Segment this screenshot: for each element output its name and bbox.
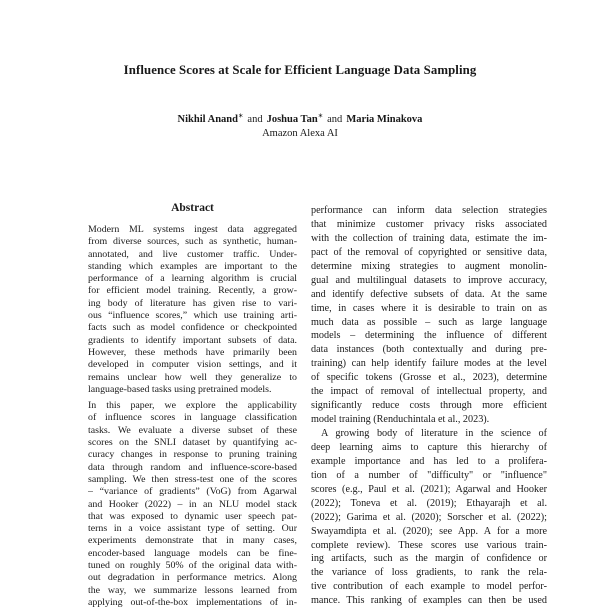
text-line: ing body of literature has given rise to vari- <box>88 297 297 309</box>
author-2-name: Joshua Tan <box>266 114 318 125</box>
text-line: gual and multilingual datasets to improve accuracy, <box>311 274 547 286</box>
text-line: standing which examples are important to the <box>88 260 297 272</box>
text-line: performance can inform data selection strategies <box>311 205 547 216</box>
text-line: and identify defective subsets of data. At the same <box>311 288 547 300</box>
text-line: sampling. We then stress-test one of the scores <box>88 473 297 485</box>
author-3-name: Maria Minakova <box>346 114 423 125</box>
text-line: Modern ML systems ingest data aggregated <box>88 224 297 235</box>
text-line: curacy changes in response to pruning training <box>88 449 297 461</box>
author-2 <box>267 114 324 125</box>
paragraph <box>311 204 547 427</box>
text-line: example importance and has led to a prolifera- <box>311 455 547 467</box>
text-line: of specific tokens (Grosse et al., 2023), determine <box>311 372 547 384</box>
text-line: the way, we summarize lessons learned from <box>88 584 297 596</box>
text-line: remains unclear how well they generalize to <box>88 371 297 383</box>
text-line: In this paper, we explore the applicability <box>88 400 297 412</box>
abstract-heading: Abstract <box>171 202 214 214</box>
right-column <box>311 204 547 608</box>
text-line: out degradation in performance metrics. Along <box>88 572 297 584</box>
text-line: training) can help identify failure modes at the level <box>311 358 547 370</box>
text-line: and Hooker (2022) – in an NLU model stack <box>88 498 297 510</box>
text-line: However, these methods have primarily been <box>88 346 297 358</box>
text-line: for efficient model training. Recently, a grow- <box>88 285 297 297</box>
text-line: with the collection of training data, estimate the im- <box>311 232 547 244</box>
author-separator: and <box>327 114 343 125</box>
text-line: developed in computer vision settings, and it <box>88 359 297 371</box>
text-line: much data as possible – such as large language <box>311 316 547 328</box>
text-line: scores (e.g., Paul et al. (2021); Agarwal and Hooker <box>311 483 547 495</box>
text-line: terns in a voice assistant type of setting. Our <box>88 523 297 535</box>
author-1 <box>178 114 244 125</box>
text-line: from diverse sources, such as synthetic, human- <box>88 236 297 248</box>
author-line <box>0 114 600 125</box>
text-line: of influence scores in language classification <box>88 412 297 424</box>
text-line: gradients to identify important subsets of data. <box>88 334 297 346</box>
text-line: annotated, and live customer traffic. Under- <box>88 248 297 260</box>
text-line: language-based tasks using pretrained models. <box>88 383 272 395</box>
text-line: applying out-of-the-box implementations of in- <box>88 596 297 608</box>
text-line: scores on the SNLI dataset by quantifying ac- <box>88 437 297 449</box>
author-1-name: Nikhil Anand <box>177 114 238 125</box>
text-line: time, in cases where it is desirable to train on as <box>311 302 547 314</box>
text-line: data through random and influence-score-based <box>88 461 297 473</box>
text-line: facts such as model confidence or checkpointed <box>88 322 297 334</box>
text-line: ing artifacts, such as the margin of confidence or <box>311 553 547 565</box>
text-line: performance of a learning algorithm is crucial <box>88 273 297 285</box>
text-line: models – determining the influence of different <box>311 330 547 342</box>
author-1-mark: ∗ <box>237 112 244 120</box>
text-line: tive contribution of each example to model perfor- <box>311 581 547 593</box>
paragraph <box>88 224 297 396</box>
text-line: tion of a number of "difficulty" or "influence" <box>311 469 547 481</box>
text-line: – “variance of gradients” (VoG) from Agarwal <box>88 486 297 498</box>
paragraph <box>311 427 547 608</box>
text-line: (2022); Toneva et al. (2019); Ethayarajh et al. <box>311 497 547 509</box>
text-line: pact of the removal of copyrighted or sensitive data, <box>311 246 547 258</box>
text-line: tuned on roughly 50% of the original data with- <box>88 560 297 572</box>
text-line: A growing body of literature in the science of <box>321 428 547 439</box>
author-3 <box>346 114 422 125</box>
left-column <box>88 201 297 609</box>
text-line: (2022); Garima et al. (2020); Sorscher et al. (2022); <box>311 511 547 523</box>
abstract-body <box>88 224 297 609</box>
text-line: experiments demonstrate that in many cases, <box>88 535 297 547</box>
text-line: mance. This ranking of examples can then be used <box>311 595 547 607</box>
text-line: Swayamdipta et al. (2020); see App. A for a more <box>311 525 547 537</box>
text-line: determine mixing strategies to augment monolin- <box>311 260 547 272</box>
text-line: the impact of removal of intellectual property, and <box>311 386 547 398</box>
text-line: ous “influence scores,” which use training arti- <box>88 310 297 322</box>
author-separator: and <box>247 114 263 125</box>
text-line: model training (Renduchintala et al., 2023). <box>311 414 490 426</box>
paper-title: Influence Scores at Scale for Efficient Language Data Sampling <box>123 63 477 77</box>
text-line: significantly reduce costs through more efficient <box>311 400 547 412</box>
affiliation: Amazon Alexa AI <box>262 128 338 139</box>
text-line: that minimize customer privacy risks associated <box>311 218 547 230</box>
text-line: tasks. We evaluate a diverse subset of these <box>88 424 297 436</box>
author-2-mark: ∗ <box>317 112 324 120</box>
text-line: that was exposed to dynamic user speech pat- <box>88 510 297 522</box>
paragraph <box>88 400 297 609</box>
text-line: complete review). These scores use various train- <box>311 539 547 551</box>
text-line: deep learning aims to capture this hierarchy of <box>311 441 547 453</box>
text-line: data instances (both contextually and during pre- <box>311 344 547 356</box>
text-line: encoder-based language models can be fine- <box>88 547 297 559</box>
text-line: the variance of loss gradients, to rank the rela- <box>311 567 547 579</box>
